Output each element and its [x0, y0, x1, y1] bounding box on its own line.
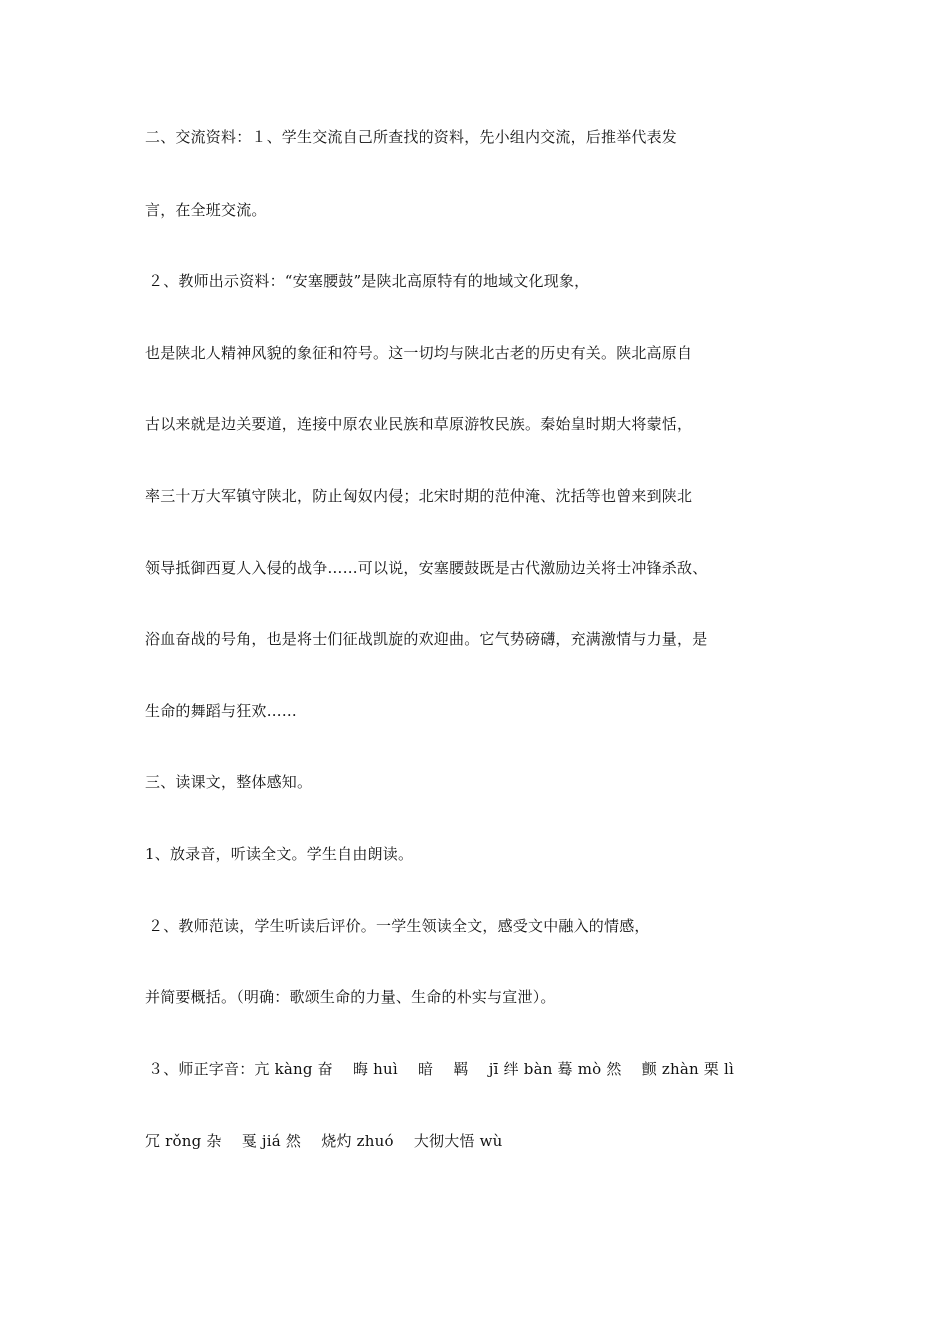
text-line: 率三十万大军镇守陕北，防止匈奴内侵；北宋时期的范仲淹、沈括等也曾来到陕北: [145, 487, 693, 505]
text-line: ３、师正字音：亢 kàng 奋 晦 huì 暗 羁 jī 绊 bàn 蓦 mò 然 颤 zhàn 栗 lì: [148, 1060, 734, 1078]
text-line: 1、放录音，听读全文。学生自由朗读。: [145, 845, 414, 863]
section-heading: 三、读课文，整体感知。: [145, 773, 313, 791]
text-line: 浴血奋战的号角，也是将士们征战凯旋的欢迎曲。它气势磅礴，充满激情与力量，是: [145, 630, 708, 648]
text-line: 也是陕北人精神风貌的象征和符号。这一切均与陕北古老的历史有关。陕北高原自: [145, 344, 693, 362]
text-line: 二、交流资料：１、学生交流自己所查找的资料，先小组内交流，后推举代表发: [145, 128, 678, 146]
text-line: ２、教师出示资料：“安塞腰鼓”是陕北高原特有的地域文化现象，: [148, 272, 590, 290]
text-line: 古以来就是边关要道，连接中原农业民族和草原游牧民族。秦始皇时期大将蒙恬，: [145, 415, 693, 433]
text-line: 言，在全班交流。: [145, 201, 267, 219]
text-line: 并简要概括。（明确：歌颂生命的力量、生命的朴实与宣泄）。: [145, 988, 556, 1006]
text-line: 冗 rǒng 杂 戛 jiá 然 烧灼 zhuó 大彻大悟 wù: [145, 1132, 503, 1150]
text-line: 领导抵御西夏人入侵的战争……可以说，安塞腰鼓既是古代激励边关将士冲锋杀敌、: [145, 559, 708, 577]
text-line: 生命的舞蹈与狂欢……: [145, 702, 298, 720]
text-line: ２、教师范读，学生听读后评价。一学生领读全文，感受文中融入的情感，: [148, 917, 650, 935]
